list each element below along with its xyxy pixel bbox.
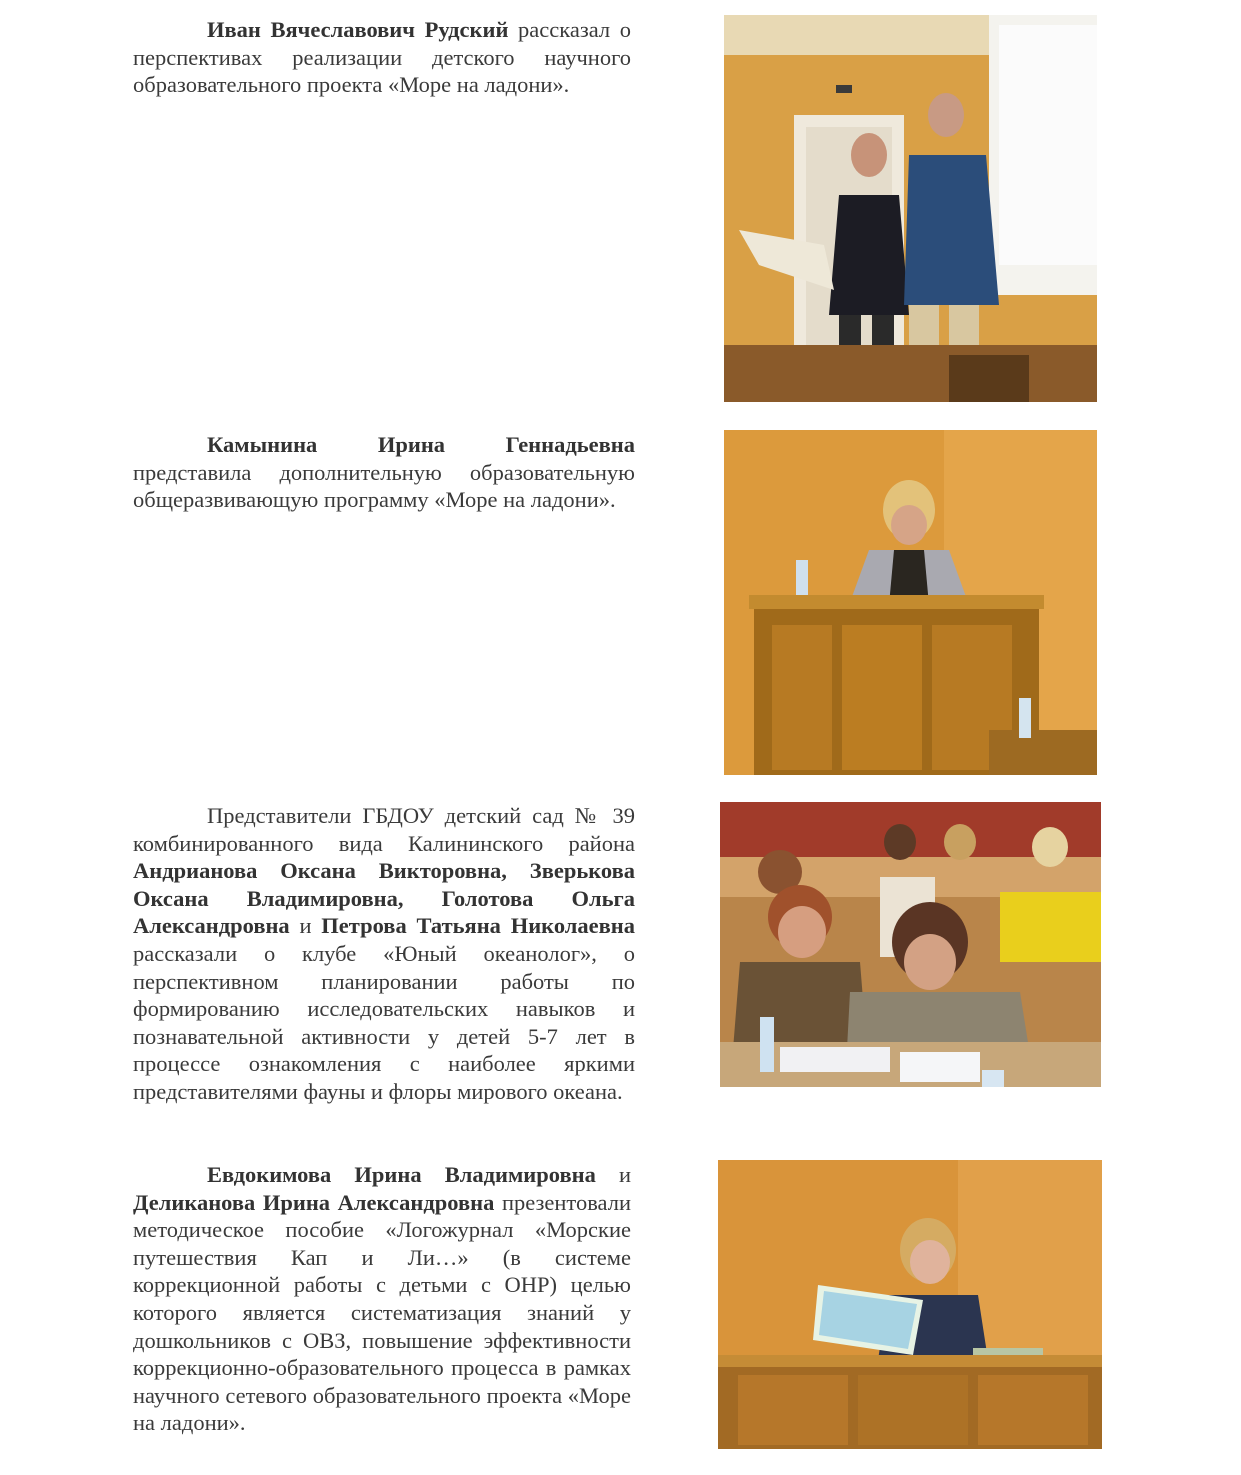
speaker-name: Петрова Татьяна Николаевна (321, 913, 636, 939)
photo-presentation-icon (724, 15, 1097, 402)
paragraph-2: Камынина Ирина Геннадьевна представила дополнительную образовательную общеразвивающую программу «Море на ладони». (133, 432, 635, 513)
speaker-names: Андрианова Оксана Викторовна, Зверькова Оксана Владимировна, Голотова Ольга Александровна (133, 858, 635, 939)
speaker-name: Деликанова Ирина Александровна (133, 1189, 495, 1215)
photo-audience-icon (720, 802, 1101, 1087)
speaker-name: Иван Вячеславович Рудский (207, 17, 509, 42)
paragraph-1: Иван Вячеславович Рудский рассказал о перспективах реализации детского научного образовательного проекта «Море на ладони». (133, 17, 631, 98)
paragraph-4: Евдокимова Ирина Владимировна и Деликанова Ирина Александровна презентовали методическое пособие «Логожурнал «Морские путешествия Кап и Ли…» (в системе коррекционной работы с детьми с ОНР) целью которого является систематизация знаний у дошкольников с ОВЗ, повышение эффективности коррекционно-образовательного процесса в рамках научного сетевого образовательного проекта «Море на ладони». (133, 1162, 631, 1436)
photo-speaker-manual-icon (718, 1160, 1102, 1449)
speaker-name: Камынина Ирина Геннадьевна (207, 432, 635, 457)
speaker-name: Евдокимова Ирина Владимировна (207, 1162, 596, 1187)
photo-speaker-podium-icon (724, 430, 1097, 775)
paragraph-3: Представители ГБДОУ детский сад № 39 комбинированного вида Калининского района Андрианова Оксана Викторовна, Зверькова Оксана Владимировна, Голотова Ольга Александровна и Петрова Татьяна Николаевна рассказали о клубе «Юный океанолог», о перспективном планировании работы по формированию исследовательских навыков и познавательной активности у детей 5-7 лет в процессе ознакомления с наиболее яркими представителями фауны и флоры мирового океана. (133, 803, 636, 1104)
